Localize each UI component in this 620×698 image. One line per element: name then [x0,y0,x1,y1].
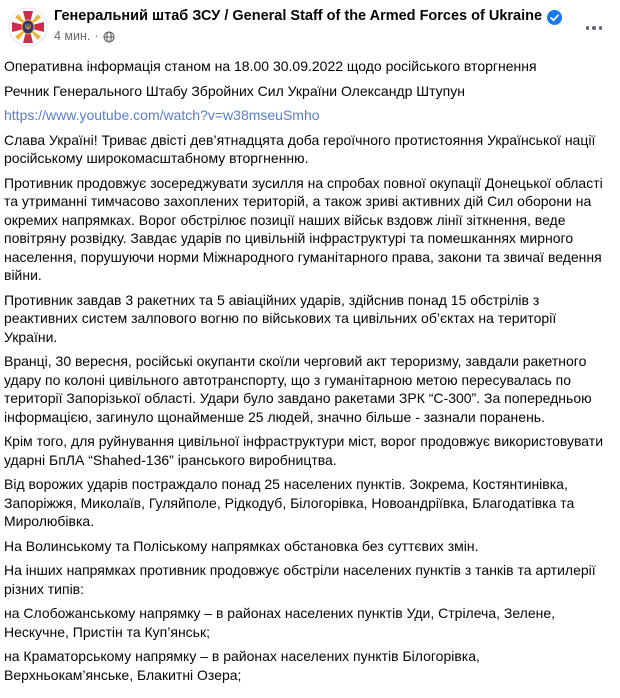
post-link-row [4,106,610,125]
page-name: Генеральний штаб ЗСУ / General Staff of the Armed Forces of Ukraine [54,8,543,24]
header-info [54,6,562,44]
youtube-link[interactable]: https://www.youtube.com/watch?v=w38mseuSmho [4,107,320,123]
ellipsis-dot [599,26,603,30]
timestamp: 4 мин. [54,29,91,43]
post-paragraph: Крім того, для руйнування цивільної інфраструктури міст, ворог продовжує використовувати ударні БпЛА “Shahed-136” іранського виробництва. [4,433,604,468]
post-body [0,52,616,684]
post-paragraph: Від ворожих ударів постраждало понад 25 населених пунктів. Зокрема, Костянтинівка, Запоріжжя, Миколаїв, Гуляйполе, Рідкодуб, Білогорівка, Новоандріївка, Благодатівка та Миролюбівка. [4,476,575,529]
verified-badge-icon [547,10,562,25]
post-meta[interactable] [54,29,562,44]
post-paragraph: Слава Україні! Триває двісті дев’ятнадцята доба героїчного протистояння Української нації російському широкомасштабному вторгненню. [4,131,596,166]
post-paragraph: На Волинському та Поліському напрямках обстановка без суттєвих змін. [4,537,479,554]
post-paragraph: Оперативна інформація станом на 18.00 30.09.2022 щодо російського вторгнення [4,58,537,74]
post-header [0,0,620,52]
general-staff-emblem-icon [8,7,48,47]
post-paragraph: На інших напрямках противник продовжує обстріли населених пунктів з танків та артилерії різних типів: [4,562,596,597]
post-paragraph: Вранці, 30 вересня, російські окупанти скоїли черговий акт тероризму, завдали ракетного удару по колоні цивільного автотранспорту, що з гуманітарною метою пересувалась по території Запорізької області. Удари було завдано ракетами ЗРК “С-300”. За попередньою інформацією, загинуло щонайменше 25 людей, значно більше - зазнали поранень. [4,353,592,425]
globe-icon [103,31,115,43]
post-paragraph: Противник завдав 3 ракетних та 5 авіаційних ударів, здійснив понад 15 обстрілів з реактивних систем залпового вогню по військових та цивільних об’єктах на території України. [4,291,557,345]
ellipsis-dot [586,26,590,30]
ellipsis-dot [592,26,596,30]
more-options-button[interactable] [582,22,607,34]
post-paragraph: Противник продовжує зосереджувати зусилля на спробах повної окупації Донецької області та утриманні тимчасово захоплених територій, а також зриві активних дій Сил оборони на окремих напрямках. Ворог обстрілює позиції наших військ вздовж лінії зіткнення, веде повітряну розвідку. Завдає ударів по цивільній інфраструктурі та помешканнях мирного населення, порушуючи норми Міжнародного гуманітарного права, закони та звичаї ведення війни. [4,174,603,283]
meta-separator: · [94,29,99,43]
post-paragraph: на Слобожанському напрямку – в районах населених пунктів Уди, Стрілеча, Зелене, Нескучне, Пристін та Куп’янськ; [4,605,556,640]
post-paragraph: на Краматорському напрямку – в районах населених пунктів Білогорівка, Верхньокам’янське, Блакитні Озера; [4,648,480,683]
page-avatar[interactable] [8,7,48,47]
post-paragraph: Речник Генерального Штабу Збройних Сил України Олександр Штупун [4,82,465,99]
page-name-link[interactable] [54,7,562,26]
